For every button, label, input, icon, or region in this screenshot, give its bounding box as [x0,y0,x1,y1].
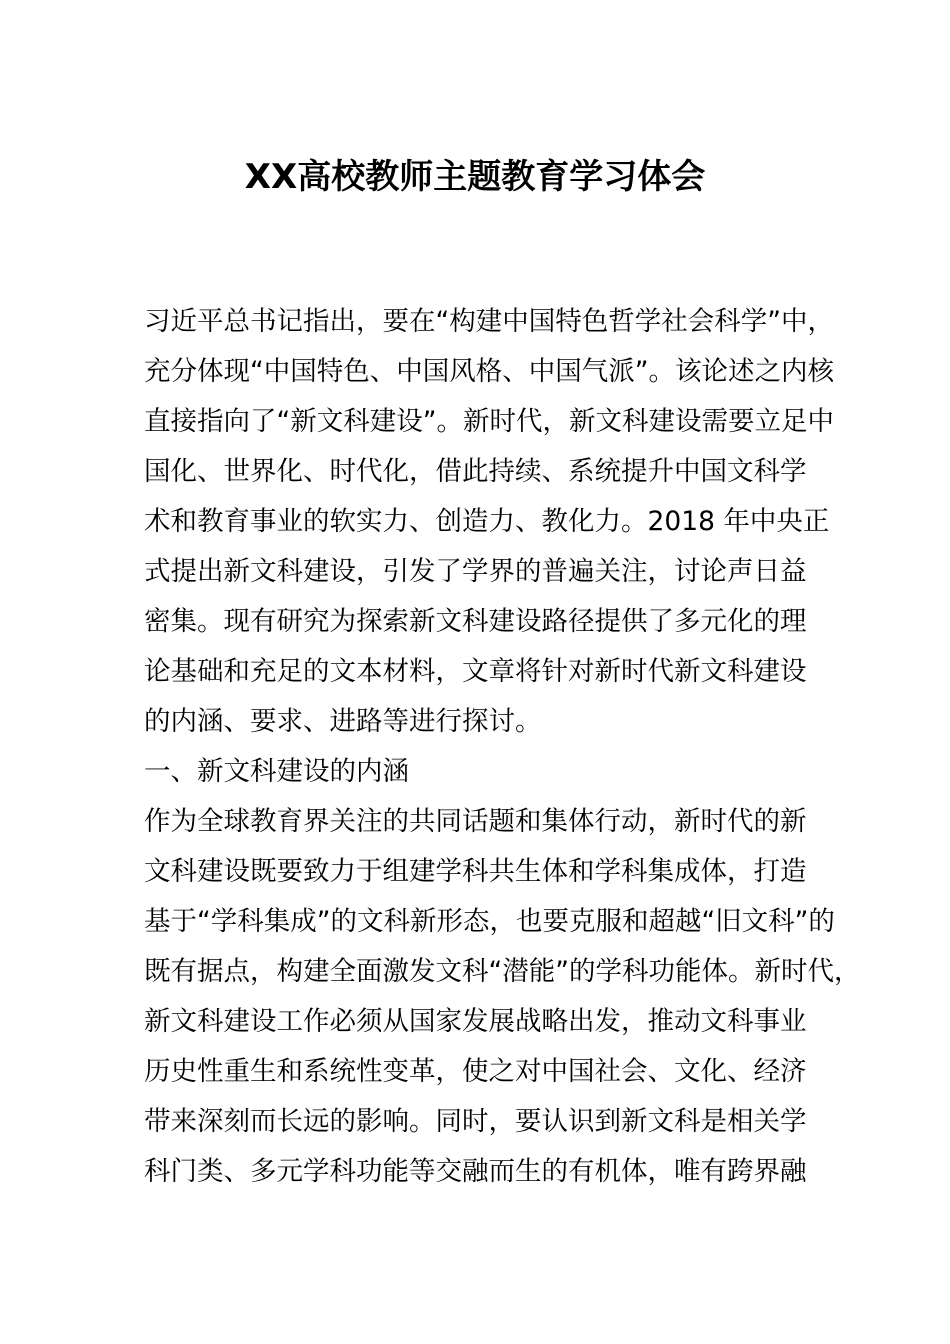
document-body [144,297,861,1197]
body-line: 带来深刻而长远的影响。同时，要认识到新文科是相关学 [144,1106,807,1137]
body-line: 习近平总书记指出，要在“构建中国特色哲学社会科学”中， [144,306,834,337]
body-line: 科门类、多元学科功能等交融而生的有机体，唯有跨界融 [144,1156,807,1187]
body-line: 既有据点，构建全面激发文科“潜能”的学科功能体。新时代， [144,956,861,987]
document-title: XX高校教师主题教育学习体会 [244,157,706,197]
body-line: 密集。现有研究为探索新文科建设路径提供了多元化的理 [144,606,807,637]
body-line: 充分体现“中国特色、中国风格、中国气派”。该论述之内核 [144,356,834,387]
body-line: 的内涵、要求、进路等进行探讨。 [144,706,542,737]
body-line: 式提出新文科建设，引发了学界的普遍关注，讨论声日益 [144,556,807,587]
body-line: 论基础和充足的文本材料，文章将针对新时代新文科建设 [144,656,807,687]
body-line: 国化、世界化、时代化，借此持续、系统提升中国文科学 [144,456,807,487]
body-line: 作为全球教育界关注的共同话题和集体行动，新时代的新 [144,806,807,837]
body-line: 直接指向了“新文科建设”。新时代，新文科建设需要立足中 [144,406,834,437]
body-line: 文科建设既要致力于组建学科共生体和学科集成体，打造 [144,856,807,887]
body-line: 基于“学科集成”的文科新形态，也要克服和超越“旧文科”的 [144,906,835,937]
section-heading: 一、新文科建设的内涵 [144,756,409,787]
body-line: 术和教育事业的软实力、创造力、教化力。2018 年中央正 [144,506,830,537]
body-line: 新文科建设工作必须从国家发展战略出发，推动文科事业 [144,1006,807,1037]
body-line: 历史性重生和系统性变革，使之对中国社会、文化、经济 [144,1056,807,1087]
